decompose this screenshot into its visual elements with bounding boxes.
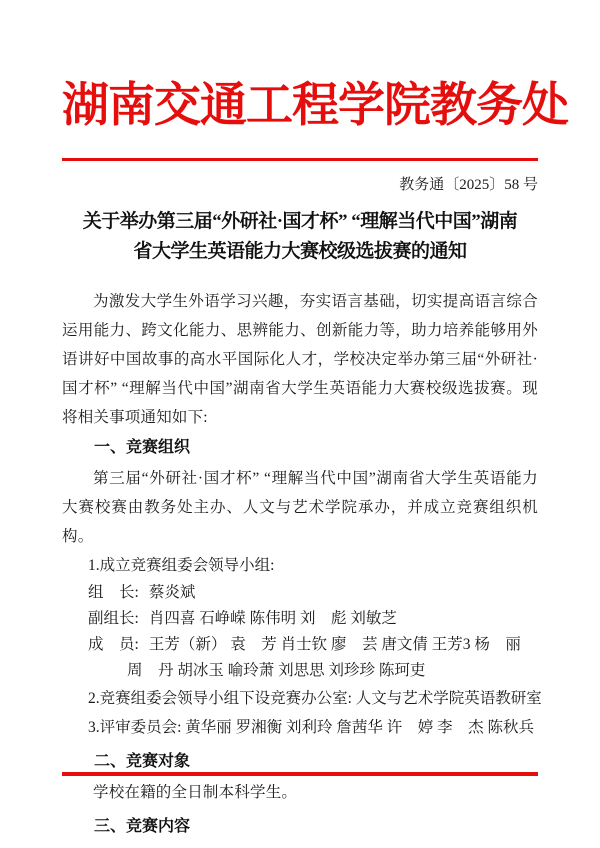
members-row <box>62 632 538 658</box>
section-1-item-2: 2.竞赛组委会领导小组下设竞赛办公室: 人文与艺术学院英语教研室 <box>88 690 542 707</box>
members-names-line-2: 周 丹 胡冰玉 喻玲萧 刘思思 刘珍珍 陈珂吏 <box>127 662 426 679</box>
letterhead-double-rule <box>62 158 538 161</box>
notice-title-line-1: 关于举办第三届“外研社·国才杯” “理解当代中国”湖南 <box>82 211 518 232</box>
section-1-item-3: 3.评审委员会: 黄华丽 罗湘衡 刘利玲 詹茜华 许 婷 李 杰 陈秋兵 <box>88 719 535 736</box>
notice-title <box>62 207 538 267</box>
section-3-heading: 三、竞赛内容 <box>94 818 191 835</box>
document-number: 教务通〔2025〕58 号 <box>399 177 538 193</box>
deputy-leader-row <box>62 606 538 632</box>
members-row-continuation <box>62 658 538 684</box>
section-1-heading: 一、竞赛组织 <box>94 439 191 456</box>
footer-double-rule <box>62 772 538 776</box>
section-2-heading: 二、竞赛对象 <box>94 753 191 770</box>
deputy-leader-label: 副组长: <box>88 610 139 627</box>
document-body <box>62 287 542 839</box>
section-1-paragraph: 第三届“外研社·国才杯” “理解当代中国”湖南省大学生英语能力大赛校赛由教务处主办、人文与艺术学院承办，并成立竞赛组织机构。 <box>62 470 538 545</box>
letterhead-org-title: 湖南交通工程学院教务处 <box>62 80 568 132</box>
section-2-paragraph: 学校在籍的全日制本科学生。 <box>93 784 298 801</box>
document-content <box>0 64 600 839</box>
section-1-item-1: 1.成立竞赛组委会领导小组: <box>88 557 275 574</box>
members-names-line-1: 王芳（新） 袁 芳 肖士钦 廖 芸 唐文倩 王芳3 杨 丽 <box>148 636 521 653</box>
leader-label: 组 长: <box>88 584 139 601</box>
leader-name: 蔡炎斌 <box>148 584 196 601</box>
intro-paragraph: 为激发大学生外语学习兴趣，夯实语言基础，切实提高语言综合运用能力、跨文化能力、思辨能力、创新能力等，助力培养能够用外语讲好中国故事的高水平国际化人才，学校决定举办第三届“外研社·国才杯” “理解当代中国”湖南省大学生英语能力大赛校级选拔赛。现将相关事项通知如下: <box>62 293 538 426</box>
deputy-leader-names: 肖四喜 石峥嵘 陈伟明 刘 彪 刘敏芝 <box>148 610 397 627</box>
leader-row <box>62 580 538 606</box>
members-label: 成 员: <box>88 636 139 653</box>
notice-title-line-2: 省大学生英语能力大赛校级选拔赛的通知 <box>133 241 467 262</box>
